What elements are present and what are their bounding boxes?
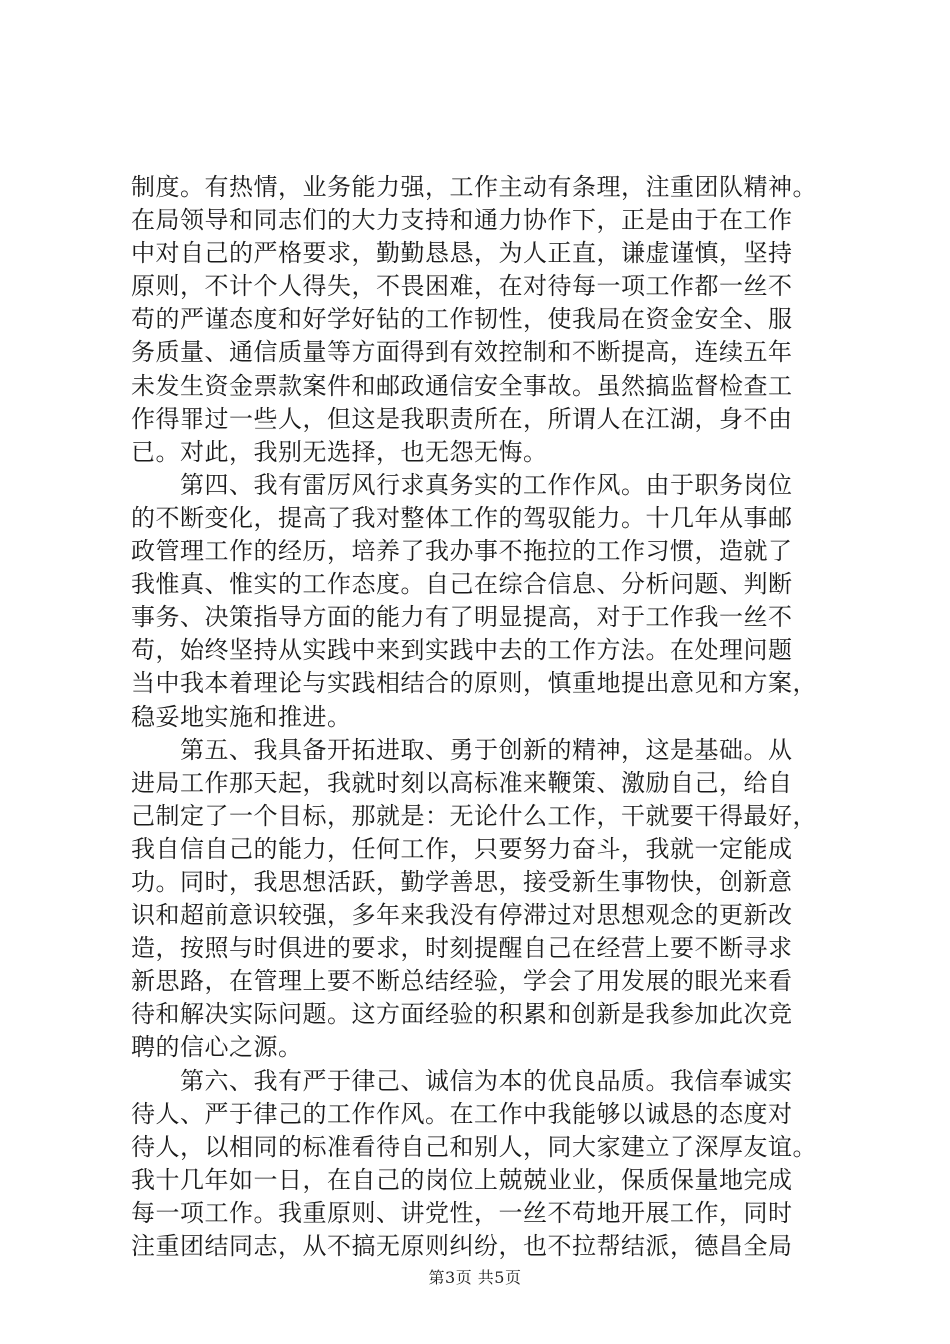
paragraph-start-line: 第六、我有严于律己、诚信为本的优良品质。我信奉诚实 <box>131 1066 793 1095</box>
text-line: 作得罪过一些人，但这是我职责所在，所谓人在江湖，身不由 <box>131 404 793 433</box>
text-line: 造，按照与时俱进的要求，时刻提醒自己在经营上要不断寻求 <box>131 934 793 963</box>
text-line: 原则，不计个人得失，不畏困难，在对待每一项工作都一丝不 <box>131 272 793 301</box>
text-line: 注重团结同志，从不搞无原则纠纷，也不拉帮结派，德昌全局 <box>131 1232 793 1260</box>
page-footer <box>0 1265 950 1288</box>
paragraph-start-line: 第四、我有雷厉风行求真务实的工作作风。由于职务岗位 <box>131 470 793 499</box>
text-line: 事务、决策指导方面的能力有了明显提高，对于工作我一丝不 <box>131 603 793 632</box>
text-line: 进局工作那天起，我就时刻以高标准来鞭策、激励自己，给自 <box>131 768 793 797</box>
text-line: 新思路，在管理上要不断总结经验，学会了用发展的眼光来看 <box>131 967 793 996</box>
text-line: 我自信自己的能力，任何工作，只要努力奋斗，我就一定能成 <box>131 834 793 863</box>
text-line: 当中我本着理论与实践相结合的原则，慎重地提出意见和方案， <box>131 669 817 698</box>
text-line: 中对自己的严格要求，勤勤恳恳，为人正直，谦虚谨慎，坚持 <box>131 239 793 268</box>
text-line: 政管理工作的经历，培养了我办事不拖拉的工作习惯，造就了 <box>131 537 793 566</box>
text-line: 我惟真、惟实的工作态度。自己在综合信息、分析问题、判断 <box>131 570 793 599</box>
text-line: 每一项工作。我重原则、讲党性，一丝不苟地开展工作，同时 <box>131 1198 793 1227</box>
text-line: 待人，以相同的标准看待自己和别人，同大家建立了深厚友谊。 <box>131 1132 817 1161</box>
text-line: 苟，始终坚持从实践中来到实践中去的工作方法。在处理问题 <box>131 636 793 665</box>
document-body <box>131 171 831 1263</box>
text-line: 聘的信心之源。 <box>131 1033 303 1062</box>
text-line: 稳妥地实施和推进。 <box>131 702 352 731</box>
text-line: 我十几年如一日，在自己的岗位上兢兢业业，保质保量地完成 <box>131 1165 793 1194</box>
text-line: 务质量、通信质量等方面得到有效控制和不断提高，连续五年 <box>131 338 793 367</box>
text-line: 识和超前意识较强，多年来我没有停滞过对思想观念的更新改 <box>131 901 793 930</box>
text-line: 制度。有热情，业务能力强，工作主动有条理，注重团队精神。 <box>131 173 817 201</box>
text-line: 在局领导和同志们的大力支持和通力协作下，正是由于在工作 <box>131 206 793 235</box>
text-line: 功。同时，我思想活跃，勤学善思，接受新生事物快，创新意 <box>131 867 793 896</box>
text-line: 的不断变化，提高了我对整体工作的驾驭能力。十几年从事邮 <box>131 503 793 532</box>
page-number-label: 第3页 共5页 <box>428 1268 522 1287</box>
text-line: 待和解决实际问题。这方面经验的积累和创新是我参加此次竞 <box>131 1000 793 1029</box>
text-line: 待人、严于律己的工作作风。在工作中我能够以诚恳的态度对 <box>131 1099 793 1128</box>
text-line: 苟的严谨态度和好学好钻的工作韧性，使我局在资金安全、服 <box>131 305 793 334</box>
text-line: 未发生资金票款案件和邮政通信安全事故。虽然搞监督检查工 <box>131 371 793 400</box>
text-line: 己制定了一个目标，那就是：无论什么工作，干就要干得最好， <box>131 801 817 830</box>
text-line: 已。对此，我别无选择，也无怨无悔。 <box>131 437 548 466</box>
paragraph-start-line: 第五、我具备开拓进取、勇于创新的精神，这是基础。从 <box>131 735 793 764</box>
